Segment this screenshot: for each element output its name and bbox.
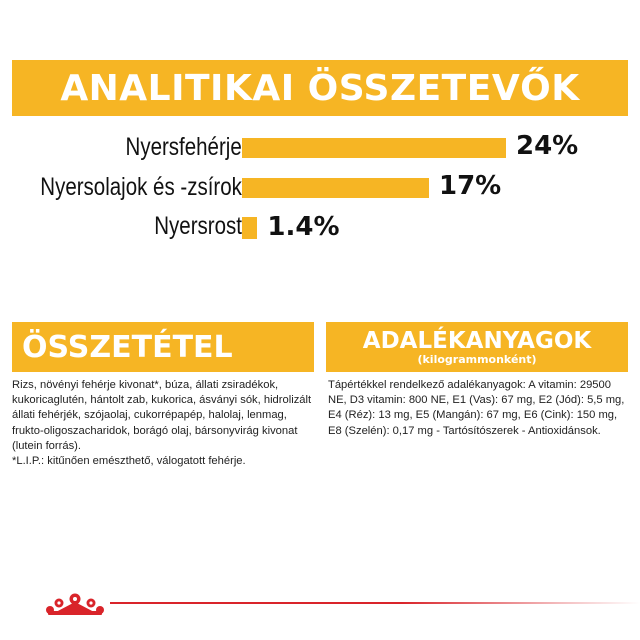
nutrient-label-protein: Nyersfehérje xyxy=(125,133,242,161)
nutrient-bar-fiber xyxy=(242,217,257,239)
composition-ingredients: Rizs, növényi fehérje kivonat*, búza, állati zsiradékok, kukoricaglutén, hántolt zab, kukorica, ásványi sók, hidrolizált állati fehérjék, szójaolaj, cukorrépapép, halolaj, lenmag, frukto-oligoszacharidok, borágó olaj, bársonyvirág kivonat (lutein forrás). xyxy=(12,379,312,452)
nutrient-label-fat: Nyersolajok és -zsírok xyxy=(40,173,242,201)
nutrient-value-protein: 24% xyxy=(516,131,579,161)
nutrient-value-fiber: 1.4% xyxy=(267,212,340,242)
additives-subtitle: (kilogrammonként) xyxy=(417,353,537,366)
additives-text: Tápértékkel rendelkező adalékanyagok: A vitamin: 29500 NE, D3 vitamin: 800 NE, E1 (Vas): 67 mg, E2 (Jód): 5,5 mg, E4 (Réz): 13 mg, E5 (Mangán): 67 mg, E6 (Cink): 150 mg, E8 (Szelén): 0,17 mg - Tartósítószerek - Antioxidánsok. xyxy=(328,379,625,437)
nutrient-value-fat: 17% xyxy=(439,171,502,201)
additives-header xyxy=(326,322,628,372)
nutrient-bar-fat xyxy=(242,178,429,198)
nutrient-label-fiber: Nyersrost xyxy=(154,212,242,240)
additives-title: ADALÉKANYAGOK xyxy=(362,328,592,354)
composition-footnote: *L.I.P.: kitűnően emészthető, válogatott fehérje. xyxy=(12,455,246,468)
footer-divider xyxy=(110,602,640,604)
composition-title: ÖSSZETÉTEL xyxy=(12,322,314,372)
analytical-title: ANALITIKAI ÖSSZETEVŐK xyxy=(12,60,628,116)
crown-icon xyxy=(44,590,106,616)
nutrient-bar-protein xyxy=(242,138,506,158)
composition-text xyxy=(12,378,318,469)
